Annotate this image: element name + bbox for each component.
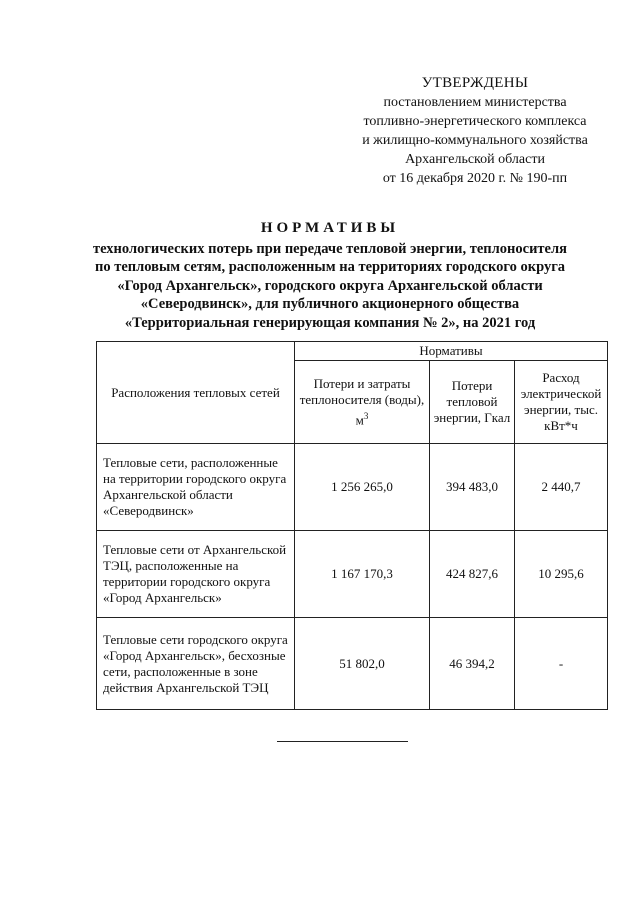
approval-block (330, 74, 620, 188)
table-row (97, 444, 608, 531)
table-row (97, 531, 608, 618)
cell-water-losses: 1 256 265,0 (295, 444, 430, 531)
header-location: Расположения тепловых сетей (97, 342, 295, 444)
cell-power: - (515, 618, 608, 710)
cell-heat-losses: 424 827,6 (430, 531, 515, 618)
approval-heading: УТВЕРЖДЕНЫ (421, 75, 529, 91)
cell-heat-losses: 46 394,2 (430, 618, 515, 710)
end-separator-line (277, 741, 408, 742)
header-heat-losses: Потери тепловой энергии, Гкал (430, 361, 515, 444)
cell-location: Тепловые сети городского округа «Город Архангельск», бесхозные сети, расположенные в зоне действия Архангельской ТЭЦ (97, 618, 295, 710)
header-water-losses (295, 361, 430, 444)
table-header-row (97, 342, 608, 361)
title-heading: НОРМАТИВЫ (260, 220, 400, 236)
table-row (97, 618, 608, 710)
cell-location: Тепловые сети, расположенные на территории городского округа Архангельской области «Северодвинск» (97, 444, 295, 531)
norms-table (96, 341, 608, 710)
cell-water-losses: 51 802,0 (295, 618, 430, 710)
title-line: технологических потерь при передаче тепловой энергии, теплоносителя (93, 240, 567, 257)
cell-power: 10 295,6 (515, 531, 608, 618)
document-title (40, 219, 620, 332)
title-line: по тепловым сетям, расположенным на территориях городского округа (94, 259, 566, 275)
title-line: «Северодвинск», для публичного акционерного общества (140, 296, 520, 312)
title-line: «Территориальная генерирующая компания № 2», на 2021 год (124, 314, 536, 331)
title-line: «Город Архангельск», городского округа Архангельской области (117, 277, 543, 294)
header-power-consumption: Расход электрической энергии, тыс. кВт*ч (515, 361, 608, 444)
cell-power: 2 440,7 (515, 444, 608, 531)
cell-heat-losses: 394 483,0 (430, 444, 515, 531)
approval-line: и жилищно-коммунального хозяйства (362, 133, 588, 148)
header-unit-superscript: 3 (363, 410, 369, 421)
approval-line: постановлением министерства (383, 95, 567, 110)
header-water-losses-text: Потери и затраты теплоносителя (воды), м (299, 375, 425, 428)
approval-date-line: от 16 декабря 2020 г. № 190-пп (382, 171, 568, 186)
header-group-norms: Нормативы (295, 342, 608, 361)
approval-line: Архангельской области (405, 152, 545, 167)
approval-line: топливно-энергетического комплекса (363, 114, 587, 129)
cell-location: Тепловые сети от Архангельской ТЭЦ, расположенные на территории городского округа «Город Архангельск» (97, 531, 295, 618)
cell-water-losses: 1 167 170,3 (295, 531, 430, 618)
